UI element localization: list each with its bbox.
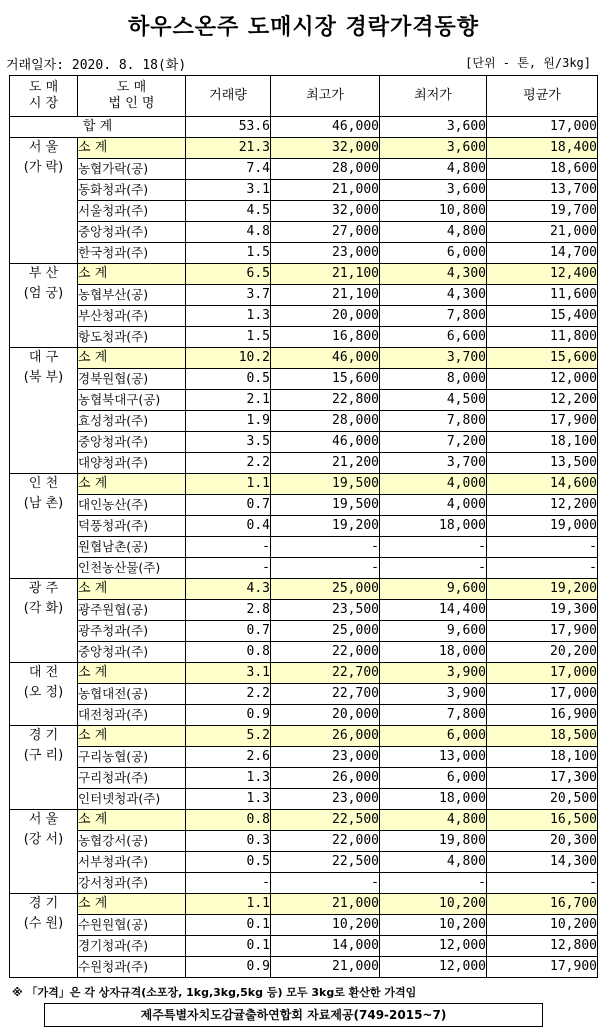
min-price-cell: 18,000: [380, 789, 487, 810]
min-price-cell: 4,000: [380, 495, 487, 516]
org-name: 수원원협(공): [78, 915, 186, 936]
volume-cell: 3.1: [186, 180, 271, 201]
volume-cell: 3.7: [186, 285, 271, 306]
min-price-cell: 14,400: [380, 600, 487, 621]
volume-cell: 0.3: [186, 831, 271, 852]
avg-price-cell: 11,800: [487, 327, 598, 348]
min-price-cell: 13,000: [380, 747, 487, 768]
avg-price-cell: -: [487, 873, 598, 894]
avg-price-cell: 12,400: [487, 264, 598, 285]
total-max: 46,000: [271, 117, 380, 138]
volume-cell: 6.5: [186, 264, 271, 285]
market-region-district: (강 서): [23, 832, 64, 847]
table-row: [10, 243, 598, 264]
unit-label: [단위 - 톤, 원/3kg]: [465, 56, 591, 70]
market-region: [10, 264, 78, 348]
table-row: [10, 516, 598, 537]
org-name: 구리농협(공): [78, 747, 186, 768]
avg-price-cell: 17,900: [487, 621, 598, 642]
subtotal-row: [10, 348, 598, 369]
min-price-cell: 4,500: [380, 390, 487, 411]
market-region: [10, 894, 78, 978]
subtotal-label: 소 계: [78, 264, 186, 285]
market-region-name: 서 울: [28, 812, 59, 827]
avg-price-cell: 12,000: [487, 369, 598, 390]
org-name: 수원청과(주): [78, 957, 186, 978]
avg-price-cell: 16,700: [487, 894, 598, 915]
max-price-cell: 22,000: [271, 642, 380, 663]
min-price-cell: 6,000: [380, 726, 487, 747]
max-price-cell: 10,200: [271, 915, 380, 936]
org-name: 광주청과(주): [78, 621, 186, 642]
avg-price-cell: 15,600: [487, 348, 598, 369]
max-price-cell: 16,800: [271, 327, 380, 348]
max-price-cell: 46,000: [271, 348, 380, 369]
avg-price-cell: 13,700: [487, 180, 598, 201]
market-region-district: (가 락): [23, 160, 64, 175]
header-min-price: 최저가: [380, 76, 487, 117]
org-name: 동화청과(주): [78, 180, 186, 201]
org-name: 인터넷청과(주): [78, 789, 186, 810]
market-region-district: (오 정): [23, 685, 64, 700]
max-price-cell: 14,000: [271, 936, 380, 957]
subtotal-label: 소 계: [78, 348, 186, 369]
subtotal-label: 소 계: [78, 579, 186, 600]
volume-cell: 0.8: [186, 642, 271, 663]
volume-cell: 0.9: [186, 705, 271, 726]
max-price-cell: -: [271, 537, 380, 558]
volume-cell: 0.5: [186, 369, 271, 390]
total-min: 3,600: [380, 117, 487, 138]
volume-cell: 2.2: [186, 684, 271, 705]
table-row: [10, 201, 598, 222]
volume-cell: 1.5: [186, 243, 271, 264]
max-price-cell: 20,000: [271, 306, 380, 327]
avg-price-cell: 19,200: [487, 579, 598, 600]
min-price-cell: 10,200: [380, 894, 487, 915]
max-price-cell: 25,000: [271, 579, 380, 600]
org-name: 중앙청과(주): [78, 432, 186, 453]
min-price-cell: 10,800: [380, 201, 487, 222]
table-row: [10, 453, 598, 474]
min-price-cell: 7,200: [380, 432, 487, 453]
max-price-cell: 32,000: [271, 201, 380, 222]
avg-price-cell: 12,800: [487, 936, 598, 957]
subtotal-label: 소 계: [78, 894, 186, 915]
min-price-cell: 18,000: [380, 516, 487, 537]
subtotal-label: 소 계: [78, 138, 186, 159]
volume-cell: 2.1: [186, 390, 271, 411]
avg-price-cell: 12,200: [487, 495, 598, 516]
trade-date: 거래일자: 2020. 8. 18(화): [6, 58, 187, 73]
avg-price-cell: 18,100: [487, 432, 598, 453]
avg-price-cell: 20,200: [487, 642, 598, 663]
max-price-cell: 28,000: [271, 411, 380, 432]
table-row: [10, 432, 598, 453]
subtotal-label: 소 계: [78, 726, 186, 747]
subtotal-row: [10, 138, 598, 159]
min-price-cell: 3,900: [380, 684, 487, 705]
max-price-cell: 23,000: [271, 789, 380, 810]
avg-price-cell: 14,600: [487, 474, 598, 495]
table-row: [10, 852, 598, 873]
header-org: [78, 76, 186, 117]
max-price-cell: 21,000: [271, 180, 380, 201]
min-price-cell: 3,600: [380, 180, 487, 201]
table-row: [10, 684, 598, 705]
volume-cell: 5.2: [186, 726, 271, 747]
subtotal-label: 소 계: [78, 663, 186, 684]
avg-price-cell: 12,200: [487, 390, 598, 411]
min-price-cell: -: [380, 558, 487, 579]
volume-cell: 4.3: [186, 579, 271, 600]
avg-price-cell: 17,300: [487, 768, 598, 789]
subtotal-row: [10, 663, 598, 684]
table-row: [10, 159, 598, 180]
volume-cell: 2.2: [186, 453, 271, 474]
min-price-cell: 3,600: [380, 138, 487, 159]
volume-cell: 10.2: [186, 348, 271, 369]
volume-cell: 2.6: [186, 747, 271, 768]
avg-price-cell: 20,300: [487, 831, 598, 852]
volume-cell: 1.5: [186, 327, 271, 348]
table-row: [10, 831, 598, 852]
max-price-cell: 26,000: [271, 768, 380, 789]
avg-price-cell: 14,700: [487, 243, 598, 264]
volume-cell: 7.4: [186, 159, 271, 180]
market-region-name: 부 산: [28, 266, 59, 281]
table-row: [10, 537, 598, 558]
market-region: [10, 579, 78, 663]
volume-cell: 0.1: [186, 915, 271, 936]
volume-cell: 3.1: [186, 663, 271, 684]
min-price-cell: -: [380, 873, 487, 894]
min-price-cell: -: [380, 537, 487, 558]
source-credit: 제주특별자치도감귤출하연합회 자료제공(749-2015~7): [44, 1003, 543, 1027]
max-price-cell: 20,000: [271, 705, 380, 726]
avg-price-cell: 15,400: [487, 306, 598, 327]
max-price-cell: 22,000: [271, 831, 380, 852]
max-price-cell: 19,200: [271, 516, 380, 537]
market-region: [10, 663, 78, 726]
avg-price-cell: -: [487, 558, 598, 579]
total-row: [10, 117, 598, 138]
max-price-cell: 25,000: [271, 621, 380, 642]
avg-price-cell: 16,500: [487, 810, 598, 831]
volume-cell: 1.1: [186, 474, 271, 495]
subtotal-row: [10, 474, 598, 495]
table-row: [10, 600, 598, 621]
org-name: 대양청과(주): [78, 453, 186, 474]
table-row: [10, 495, 598, 516]
org-name: 대전청과(주): [78, 705, 186, 726]
min-price-cell: 10,200: [380, 915, 487, 936]
max-price-cell: -: [271, 873, 380, 894]
org-name: 덕풍청과(주): [78, 516, 186, 537]
header-row: [10, 76, 598, 117]
page-title: 하우스온주 도매시장 경락가격동향: [127, 15, 480, 40]
org-name: 경북원협(공): [78, 369, 186, 390]
subtotal-label: 소 계: [78, 810, 186, 831]
avg-price-cell: 11,600: [487, 285, 598, 306]
min-price-cell: 4,300: [380, 285, 487, 306]
max-price-cell: 15,600: [271, 369, 380, 390]
volume-cell: 1.3: [186, 789, 271, 810]
table-row: [10, 768, 598, 789]
max-price-cell: 22,700: [271, 684, 380, 705]
volume-cell: 1.3: [186, 306, 271, 327]
org-name: 대인농산(주): [78, 495, 186, 516]
table-row: [10, 957, 598, 978]
volume-cell: 0.4: [186, 516, 271, 537]
header-avg-price: 평균가: [487, 76, 598, 117]
avg-price-cell: 17,900: [487, 411, 598, 432]
max-price-cell: 22,500: [271, 810, 380, 831]
min-price-cell: 3,900: [380, 663, 487, 684]
min-price-cell: 7,800: [380, 411, 487, 432]
org-name: 경기청과(주): [78, 936, 186, 957]
volume-cell: 2.8: [186, 600, 271, 621]
table-row: [10, 747, 598, 768]
min-price-cell: 4,000: [380, 474, 487, 495]
org-name: 효성청과(주): [78, 411, 186, 432]
avg-price-cell: 19,700: [487, 201, 598, 222]
market-region-district: (수 원): [23, 916, 64, 931]
table-row: [10, 180, 598, 201]
market-region-name: 대 전: [28, 665, 59, 680]
market-region-district: (각 화): [23, 601, 64, 616]
org-name: 중앙청과(주): [78, 222, 186, 243]
min-price-cell: 4,800: [380, 852, 487, 873]
org-name: 구리청과(주): [78, 768, 186, 789]
max-price-cell: -: [271, 558, 380, 579]
max-price-cell: 22,800: [271, 390, 380, 411]
market-region-name: 경 기: [28, 728, 59, 743]
subtotal-row: [10, 894, 598, 915]
header-volume: 거래량: [186, 76, 271, 117]
subtotal-label: 소 계: [78, 474, 186, 495]
min-price-cell: 18,000: [380, 642, 487, 663]
org-name: 광주원협(공): [78, 600, 186, 621]
market-region: [10, 810, 78, 894]
table-row: [10, 411, 598, 432]
volume-cell: 0.1: [186, 936, 271, 957]
avg-price-cell: 19,300: [487, 600, 598, 621]
org-name: 농협가락(공): [78, 159, 186, 180]
org-name: 농협부산(공): [78, 285, 186, 306]
min-price-cell: 6,000: [380, 768, 487, 789]
market-region-district: (엄 궁): [23, 286, 64, 301]
avg-price-cell: 17,900: [487, 957, 598, 978]
org-name: 농협강서(공): [78, 831, 186, 852]
market-region: [10, 726, 78, 810]
volume-cell: 1.9: [186, 411, 271, 432]
table-row: [10, 873, 598, 894]
org-name: 농협북대구(공): [78, 390, 186, 411]
min-price-cell: 4,300: [380, 264, 487, 285]
subtotal-row: [10, 810, 598, 831]
table-row: [10, 621, 598, 642]
volume-cell: 0.8: [186, 810, 271, 831]
subtotal-row: [10, 726, 598, 747]
org-name: 한국청과(주): [78, 243, 186, 264]
total-volume: 53.6: [186, 117, 271, 138]
org-name: 항도청과(주): [78, 327, 186, 348]
max-price-cell: 21,000: [271, 957, 380, 978]
total-label: 합 계: [10, 117, 186, 138]
avg-price-cell: 17,000: [487, 684, 598, 705]
avg-price-cell: 18,100: [487, 747, 598, 768]
min-price-cell: 3,700: [380, 348, 487, 369]
market-region-name: 대 구: [28, 350, 59, 365]
volume-cell: -: [186, 873, 271, 894]
org-name: 원협남촌(공): [78, 537, 186, 558]
max-price-cell: 21,000: [271, 894, 380, 915]
table-row: [10, 327, 598, 348]
volume-cell: 4.8: [186, 222, 271, 243]
market-region-district: (구 리): [23, 748, 64, 763]
max-price-cell: 26,000: [271, 726, 380, 747]
volume-cell: 0.9: [186, 957, 271, 978]
org-name: 부산청과(주): [78, 306, 186, 327]
table-row: [10, 306, 598, 327]
market-region-district: (남 촌): [23, 496, 64, 511]
market-region: [10, 348, 78, 474]
avg-price-cell: 10,200: [487, 915, 598, 936]
market-region-name: 광 주: [28, 581, 59, 596]
market-region-name: 경 기: [28, 896, 59, 911]
avg-price-cell: 18,500: [487, 726, 598, 747]
org-name: 농협대전(공): [78, 684, 186, 705]
avg-price-cell: -: [487, 537, 598, 558]
avg-price-cell: 14,300: [487, 852, 598, 873]
subtotal-row: [10, 264, 598, 285]
min-price-cell: 4,800: [380, 810, 487, 831]
max-price-cell: 27,000: [271, 222, 380, 243]
org-name: 강서청과(주): [78, 873, 186, 894]
volume-cell: 21.3: [186, 138, 271, 159]
max-price-cell: 23,000: [271, 243, 380, 264]
avg-price-cell: 18,600: [487, 159, 598, 180]
volume-cell: 1.3: [186, 768, 271, 789]
table-row: [10, 642, 598, 663]
max-price-cell: 23,500: [271, 600, 380, 621]
min-price-cell: 3,700: [380, 453, 487, 474]
total-avg: 17,000: [487, 117, 598, 138]
header-market-top: 도 매: [28, 80, 59, 95]
max-price-cell: 23,000: [271, 747, 380, 768]
volume-cell: 4.5: [186, 201, 271, 222]
max-price-cell: 22,500: [271, 852, 380, 873]
min-price-cell: 4,800: [380, 159, 487, 180]
avg-price-cell: 17,000: [487, 663, 598, 684]
min-price-cell: 8,000: [380, 369, 487, 390]
volume-cell: 0.7: [186, 495, 271, 516]
market-region-name: 인 천: [28, 476, 59, 491]
market-region-district: (북 부): [23, 370, 64, 385]
min-price-cell: 7,800: [380, 705, 487, 726]
min-price-cell: 4,800: [380, 222, 487, 243]
min-price-cell: 9,600: [380, 621, 487, 642]
min-price-cell: 9,600: [380, 579, 487, 600]
header-max-price: 최고가: [271, 76, 380, 117]
max-price-cell: 46,000: [271, 432, 380, 453]
table-row: [10, 558, 598, 579]
volume-cell: -: [186, 558, 271, 579]
avg-price-cell: 20,500: [487, 789, 598, 810]
avg-price-cell: 16,900: [487, 705, 598, 726]
max-price-cell: 28,000: [271, 159, 380, 180]
table-row: [10, 390, 598, 411]
market-region: [10, 138, 78, 264]
header-market: [10, 76, 78, 117]
min-price-cell: 12,000: [380, 936, 487, 957]
table-row: [10, 789, 598, 810]
table-row: [10, 936, 598, 957]
avg-price-cell: 18,400: [487, 138, 598, 159]
header-market-bottom: 시 장: [28, 96, 59, 111]
header-org-top: 도 매: [116, 80, 147, 95]
volume-cell: 3.5: [186, 432, 271, 453]
max-price-cell: 21,200: [271, 453, 380, 474]
volume-cell: 0.7: [186, 621, 271, 642]
table-row: [10, 705, 598, 726]
org-name: 서울청과(주): [78, 201, 186, 222]
price-note: ※ 「가격」은 각 상자규격(소포장, 1kg,3kg,5kg 등) 모두 3kg로 환산한 가격임: [12, 986, 417, 999]
avg-price-cell: 13,500: [487, 453, 598, 474]
min-price-cell: 7,800: [380, 306, 487, 327]
header-org-bottom: 법 인 명: [108, 96, 155, 111]
market-region-name: 서 울: [28, 140, 59, 155]
min-price-cell: 6,000: [380, 243, 487, 264]
max-price-cell: 22,700: [271, 663, 380, 684]
max-price-cell: 21,100: [271, 264, 380, 285]
org-name: 중앙청과(주): [78, 642, 186, 663]
volume-cell: 1.1: [186, 894, 271, 915]
min-price-cell: 12,000: [380, 957, 487, 978]
avg-price-cell: 19,000: [487, 516, 598, 537]
table-row: [10, 222, 598, 243]
max-price-cell: 32,000: [271, 138, 380, 159]
market-region: [10, 474, 78, 579]
price-table: [9, 75, 598, 978]
avg-price-cell: 21,000: [487, 222, 598, 243]
table-row: [10, 369, 598, 390]
volume-cell: 0.5: [186, 852, 271, 873]
table-row: [10, 285, 598, 306]
max-price-cell: 19,500: [271, 495, 380, 516]
org-name: 인천농산물(주): [78, 558, 186, 579]
volume-cell: -: [186, 537, 271, 558]
min-price-cell: 6,600: [380, 327, 487, 348]
subtotal-row: [10, 579, 598, 600]
max-price-cell: 21,100: [271, 285, 380, 306]
min-price-cell: 19,800: [380, 831, 487, 852]
org-name: 서부청과(주): [78, 852, 186, 873]
max-price-cell: 19,500: [271, 474, 380, 495]
table-row: [10, 915, 598, 936]
